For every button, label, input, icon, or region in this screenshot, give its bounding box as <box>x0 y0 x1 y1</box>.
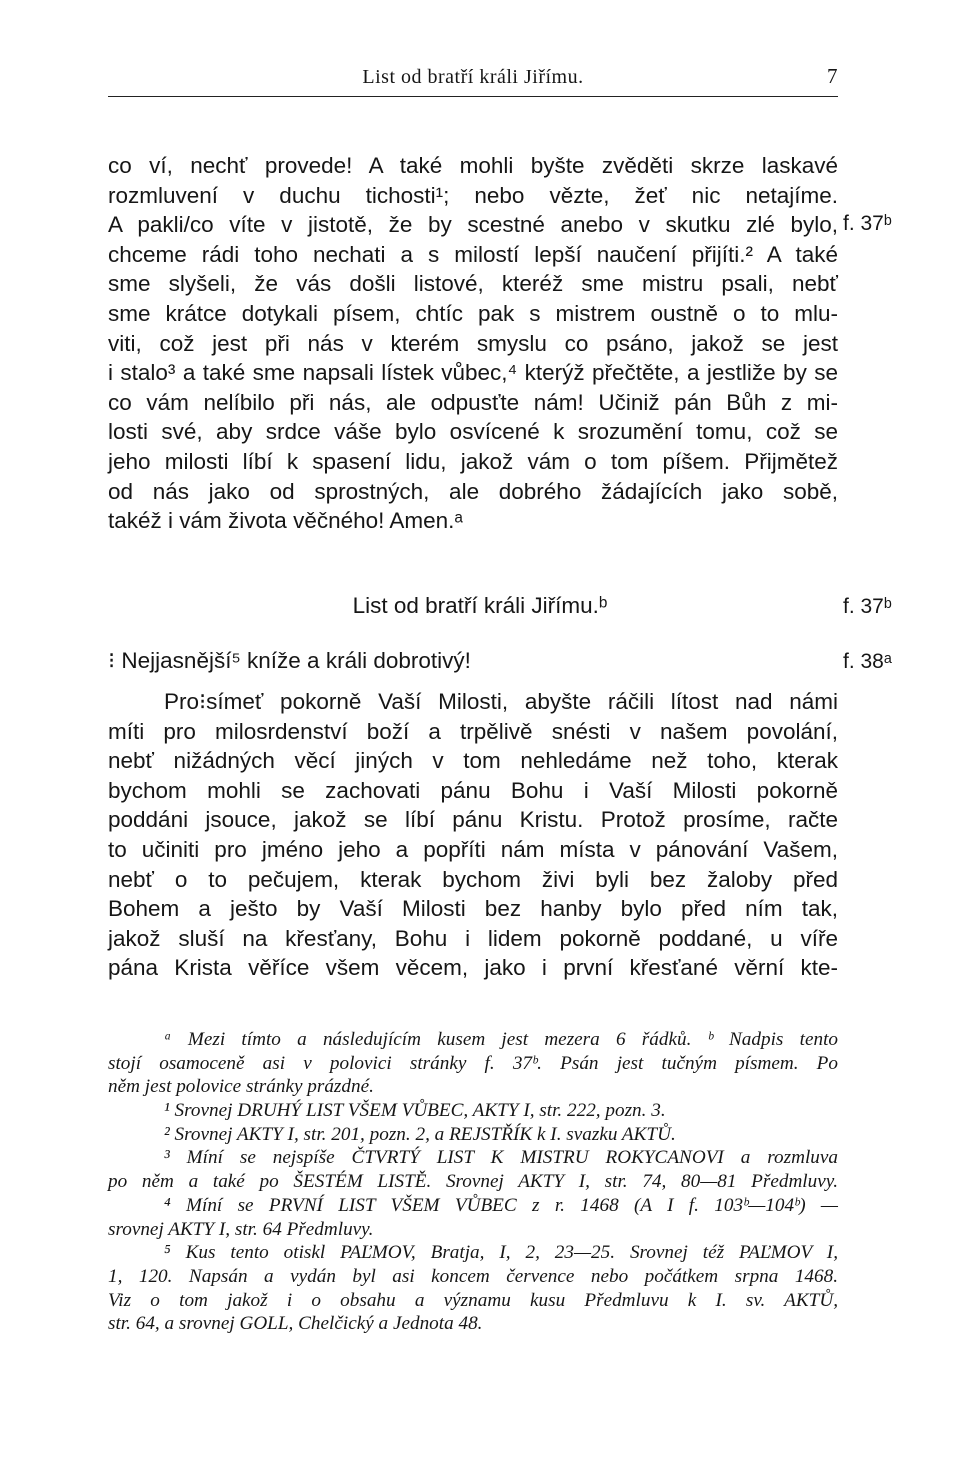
text-line: A pakli/co víte v jistotě, že by scestné anebo v skutku zlé bylo, <box>108 212 838 238</box>
footnote-line: ² Srovnej AKTY I, str. 201, pozn. 2, a REJSTŘÍK k I. svazku AKTŮ. <box>164 1123 676 1145</box>
text-line: Pro⁝símeť pokorně Vaší Milosti, abyšte ráčili lítost nad námi <box>164 689 838 714</box>
footnote-line: něm jest polovice stránky prázdné. <box>108 1076 374 1098</box>
text-line: jakož sluší na křesťany, Bohu i lidem pokorně poddané, u víře <box>108 925 838 951</box>
passage-one <box>108 151 838 536</box>
passage-two <box>108 687 838 983</box>
footnote-line: ¹ Srovnej DRUHÝ LIST VŠEM VŮBEC, AKTY I, str. 222, pozn. 3. <box>164 1100 666 1122</box>
text-line: co vám nelíbilo při nás, ale odpusťte nám! Učiniž pán Bůh z mi- <box>108 389 838 415</box>
footnote-line: Viz o tom jakož i o obsahu a významu kusu Předmluvu k I. sv. AKTŮ, <box>108 1289 838 1311</box>
text-line: jeho milosti líbí k spasení lidu, jakož vám o tom píšem. Přijmětež <box>108 448 838 474</box>
text-line: sme slyšeli, že vás došli listové, kteréž sme mistru psali, nebť <box>108 271 838 297</box>
footnote-line: 1, 120. Napsán a vydán byl asi koncem července nebo počátkem srpna 1468. <box>108 1265 838 1287</box>
folio-margin-note: f. 38ᵃ <box>843 650 892 673</box>
folio-margin-note: f. 37ᵇ <box>843 595 892 618</box>
text-line: pána Krista věříce všem věcem, jako i první křesťané věrní kte- <box>108 955 838 981</box>
page-number: 7 <box>827 64 838 88</box>
text-line: i stalo³ a také sme napsali lístek vůbec,⁴ kterýž přečtěte, a jestliže by se <box>108 360 838 386</box>
text-line: nebť o to pečujem, kterak bychom živi byli bez žaloby před <box>108 866 838 892</box>
text-line: míti pro milosrdenství boží a trpělivě snésti v našem povolání, <box>108 718 838 744</box>
footnote-line: srovnej AKTY I, str. 64 Předmluvy. <box>108 1218 374 1240</box>
footnotes <box>108 1028 838 1336</box>
text-line: bychom mohli se zachovati pánu Bohu i Vaší Milosti pokorně <box>108 777 838 803</box>
text-line: sme krátce dotykali písem, chtíc pak s mistrem oustně o to mlu- <box>108 300 838 326</box>
running-head-title: List od bratří králi Jiřímu. <box>362 66 584 88</box>
header-rule <box>108 96 838 97</box>
footnote-line: ⁵ Kus tento otiskl PAĽMOV, Bratja, I, 2, 23—25. Srovnej též PAĽMOV I, <box>164 1242 838 1264</box>
text-line: poddáni jsouce, jakož se líbí pánu Kristu. Protož prosíme, račte <box>108 807 838 833</box>
text-line: losti své, aby srdce váše bylo osvícené k srozumění tomu, což se <box>108 419 838 445</box>
text-line: nebť nižádných věcí jiných v tom nehledáme než toho, kterak <box>108 748 838 774</box>
text-line: viti, což jest při nás v kterém smyslu co psáno, jakož se jest <box>108 330 838 356</box>
text-line: co ví, nechť provede! A také mohli byšte zvěděti skrze laskavé <box>108 153 838 178</box>
text-line: to učiniti pro jméno jeho a popříti nám místa v pánování Vašem, <box>108 836 838 862</box>
footnote-line: ᵃ Mezi tímto a následujícím kusem jest mezera 6 řádků. ᵇ Nadpis tento <box>164 1029 838 1050</box>
text-line: rozmluvení v duchu tichosti¹; nebo vězte, žeť nic netajíme. <box>108 182 838 208</box>
letter-heading: List od bratří králi Jiřímu.ᵇ <box>352 593 608 618</box>
salutation: ⁝ Nejjasnější⁵ kníže a králi dobrotivý! <box>108 648 471 673</box>
text-line: chceme rádi toho nechati a s milostí lepší naučení přijíti.² A také <box>108 241 838 267</box>
running-head <box>108 62 838 92</box>
folio-margin-note: f. 37ᵇ <box>843 212 892 235</box>
footnote-line: ³ Míní se nejspíše ČTVRTÝ LIST K MISTRU ROKYCANOVI a rozmluva <box>164 1147 838 1169</box>
text-line: od nás jako od sprostných, ale dobrého žádajících jako sobě, <box>108 478 838 504</box>
footnote-line: ⁴ Míní se PRVNÍ LIST VŠEM VŮBEC z r. 1468 (A I f. 103ᵇ—104ᵇ) — <box>164 1194 838 1216</box>
footnote-line: stojí osamoceně asi v polovici stránky f. 37ᵇ. Psán jest tučným písmem. Po <box>108 1052 838 1074</box>
text-line: Bohem a ješto by Vaší Milosti bez hanby bylo před ním tak, <box>108 896 838 922</box>
footnote-line: po něm a také po ŠESTÉM LISTĚ. Srovnej AKTY I, str. 74, 80—81 Předmluvy. <box>108 1171 838 1193</box>
footnote-line: str. 64, a srovnej GOLL, Chelčický a Jednota 48. <box>108 1313 483 1335</box>
text-line: takéž i vám života věčného! Amen.ᵃ <box>108 508 463 534</box>
